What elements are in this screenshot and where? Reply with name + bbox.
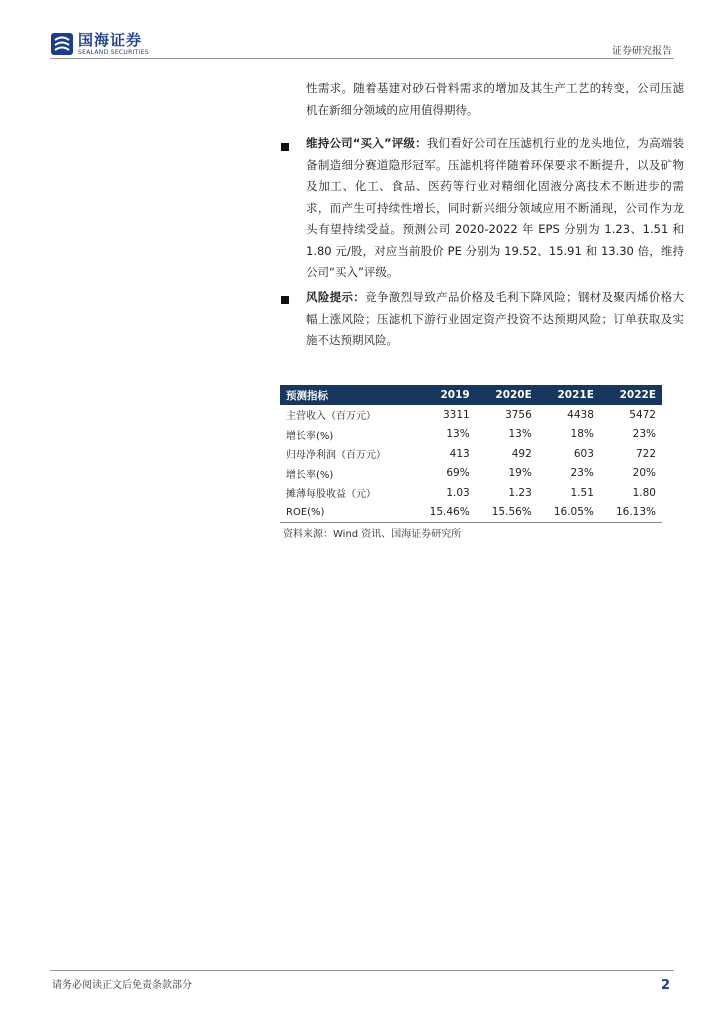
table-row [280,483,662,503]
table-cell: 1.03 [446,486,470,499]
logo-chinese-name: 国海证券 [78,31,143,49]
table-cell: 23% [570,467,594,480]
paragraph-risk [306,287,684,352]
table-cell: 13% [446,428,470,441]
table-cell: 16.05% [538,503,600,523]
table-cell: 16.13% [600,503,662,523]
table-cell: 增长率(%) [286,430,334,442]
footer-disclaimer: 请务必阅读正文后免责条款部分 [52,980,192,991]
table-cell: 5472 [629,408,656,421]
bullet-square-icon [281,143,289,151]
table-cell: 3311 [442,408,470,421]
table-cell: 23% [632,428,656,441]
table-header-cell: 2020E [476,385,538,405]
paragraph-continuation: 性需求。随着基建对砂石骨料需求的增加及其生产工艺的转变，公司压滤机在新细分领域的应用值得期待。 [306,81,684,117]
table-row [280,405,662,425]
table-cell: 3756 [505,408,532,421]
table-cell: 归母净利润（百万元） [286,450,386,462]
table-cell: 1.51 [570,486,594,499]
table-header-cell: 2019 [414,385,476,405]
table-cell: 1.80 [632,486,656,499]
rating-text: 我们看好公司在压滤机行业的龙头地位，为高端装备制造细分赛道隐形冠军。压滤机将伴随着环保要求不断提升，以及矿物及加工、化工、食品、医药等行业对精细化固液分离技术不断进步的需求，而产生可持续性增长，同时新兴细分领域应用不断涌现，公司作为龙头有望持续受益。预测公司 2020-2022 年 EPS 分别为 1.23、1.51 和 1.80 元/股，对应当前股价 PE 分别为 19.52、15.91 和 13.30 倍，维持公司“买入”评级。 [306,136,684,279]
table-cell: 413 [449,447,470,460]
risk-heading: 风险提示： [306,290,366,304]
table-cell: 增长率(%) [286,469,334,481]
table-cell: 722 [635,447,656,460]
table-header-cell: 预测指标 [280,385,414,405]
risk-text: 竞争激烈导致产品价格及毛利下降风险；钢材及聚丙烯价格大幅上涨风险；压滤机下游行业固定资产投资不达预期风险；订单获取及实施不达预期风险。 [306,290,685,347]
paragraph-rating [306,133,684,284]
table-cell: 15.46% [414,503,476,523]
table-row [280,425,662,445]
forecast-table [280,385,662,523]
table-row [280,503,662,523]
report-type-label: 证券研究报告 [612,46,672,57]
bullet-square-icon [281,296,289,304]
table-cell: 19% [508,467,532,480]
header-divider [50,58,674,59]
page-number: 2 [660,978,670,993]
rating-heading: 维持公司“买入”评级： [306,136,427,150]
table-header-cell: 2022E [600,385,662,405]
sealand-logo-icon [50,32,74,56]
footer-divider [50,970,674,971]
table-cell: 1.23 [508,486,532,499]
table-cell: ROE(%) [280,503,414,523]
table-cell: 69% [446,467,470,480]
table-row [280,444,662,464]
table-cell: 492 [511,447,532,460]
table-header-row [280,385,662,405]
table-cell: 20% [632,467,656,480]
table-cell: 主营收入（百万元） [286,411,376,423]
table-cell: 13% [508,428,532,441]
table-cell: 摊薄每股收益（元） [286,489,376,501]
logo-english-name: SEALAND SECURITIES [78,49,149,56]
table-cell: 18% [570,428,594,441]
table-cell: 4438 [567,408,594,421]
table-cell: 603 [573,447,594,460]
page-header [50,30,674,60]
company-logo [50,32,230,58]
table-header-cell: 2021E [538,385,600,405]
table-row [280,464,662,484]
table-source-note: 资料来源：Wind 资讯、国海证券研究所 [283,529,462,540]
table-cell: 15.56% [476,503,538,523]
